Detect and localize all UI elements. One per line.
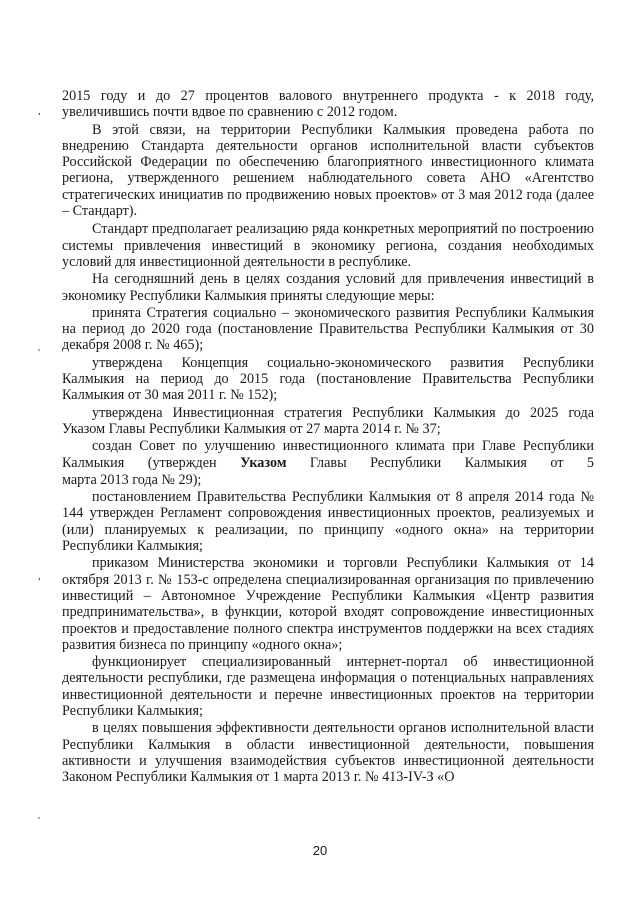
paragraph: В этой связи, на территории Республики Калмыкия проведена работа по внедрению Стандарта деятельности органов исполнительной власти субъектов Российской Федерации по обеспечению благоприятного инвестиционного климата региона, утвержденного решением наблюдательного совета АНО «Агентство стратегических инициатив по продвижению новых проектов» от 3 мая 2012 года (далее – Стандарт). bbox=[62, 121, 594, 220]
council-bold-text: Указом bbox=[240, 454, 287, 471]
document-body bbox=[62, 88, 594, 786]
paragraph: марта 2013 года № 29); bbox=[62, 471, 202, 488]
margin-mark: , bbox=[38, 105, 41, 117]
paragraph: 2015 году и до 27 процентов валового внутреннего продукта - к 2018 году, увеличившись почти вдвое по сравнению с 2012 годом. bbox=[62, 88, 594, 121]
margin-mark: , bbox=[38, 570, 41, 582]
paragraph: в целях повышения эффективности деятельности органов исполнительной власти Республики Калмыкия в области инвестиционной деятельности, повышения активности и улучшения взаимодействия субъектов инвестиционной деятельности Законом Республики Калмыкия от 1 марта 2013 г. № 413-IV-З «О bbox=[62, 720, 594, 786]
paragraph: постановлением Правительства Республики Калмыкия от 8 апреля 2014 года № 144 утвержден Регламент сопровождения инвестиционных проектов, реализуемых и (или) планируемых к реализации, по принципу «одного окна» на территории Республики Калмыкия; bbox=[62, 489, 594, 555]
council-text: создан Совет по улучшению инвестиционного климата при Главе Республики Калмыкия (утвержден bbox=[62, 438, 594, 471]
paragraph: функционирует специализированный интернет-портал об инвестиционной деятельности республики, где размещена информация о потенциальных направлениях инвестиционной деятельности и перечне инвестиционных проектов на территории Республики Калмыкия; bbox=[62, 654, 594, 719]
paragraph: приказом Министерства экономики и торговли Республики Калмыкия от 14 октября 2013 г. № 153-с определена специализированная организация по привлечению инвестиций – Автономное Учреждение Республики Калмыкия «Центр развития предпринимательства», в функции, которой входят сопровождение инвестиционных проектов и предоставление полного спектра инструментов поддержки на всех стадиях развития бизнеса по принципу «одного окна»; bbox=[62, 555, 594, 653]
paragraph: Стандарт предполагает реализацию ряда конкретных мероприятий по построению системы привлечения инвестиций в экономику региона, создания необходимых условий для инвестиционной деятельности в республике. bbox=[62, 221, 594, 270]
margin-mark: ' bbox=[38, 347, 40, 359]
council-text-end: Главы Республики Калмыкия от 5 bbox=[286, 454, 594, 471]
paragraph: утверждена Концепция социально-экономического развития Республики Калмыкия на период до 2015 года (постановление Правительства Республики Калмыкия от 30 мая 2011 г. № 152); bbox=[62, 354, 594, 404]
paragraph: принята Стратегия социально – экономического развития Республики Калмыкия на период до 2020 года (постановление Правительства Республики Калмыкия от 30 декабря 2008 г. № 465); bbox=[62, 304, 594, 354]
paragraph: утверждена Инвестиционная стратегия Республики Калмыкия до 2025 года Указом Главы Республики Калмыкия от 27 марта 2014 г. № 37; bbox=[62, 404, 594, 437]
paragraph: На сегодняшний день в целях создания условий для привлечения инвестиций в экономику Республики Калмыкия приняты следующие меры: bbox=[62, 271, 594, 304]
page-number: 20 bbox=[312, 843, 328, 858]
paragraph-council bbox=[62, 438, 594, 471]
margin-mark: ' bbox=[38, 815, 40, 827]
